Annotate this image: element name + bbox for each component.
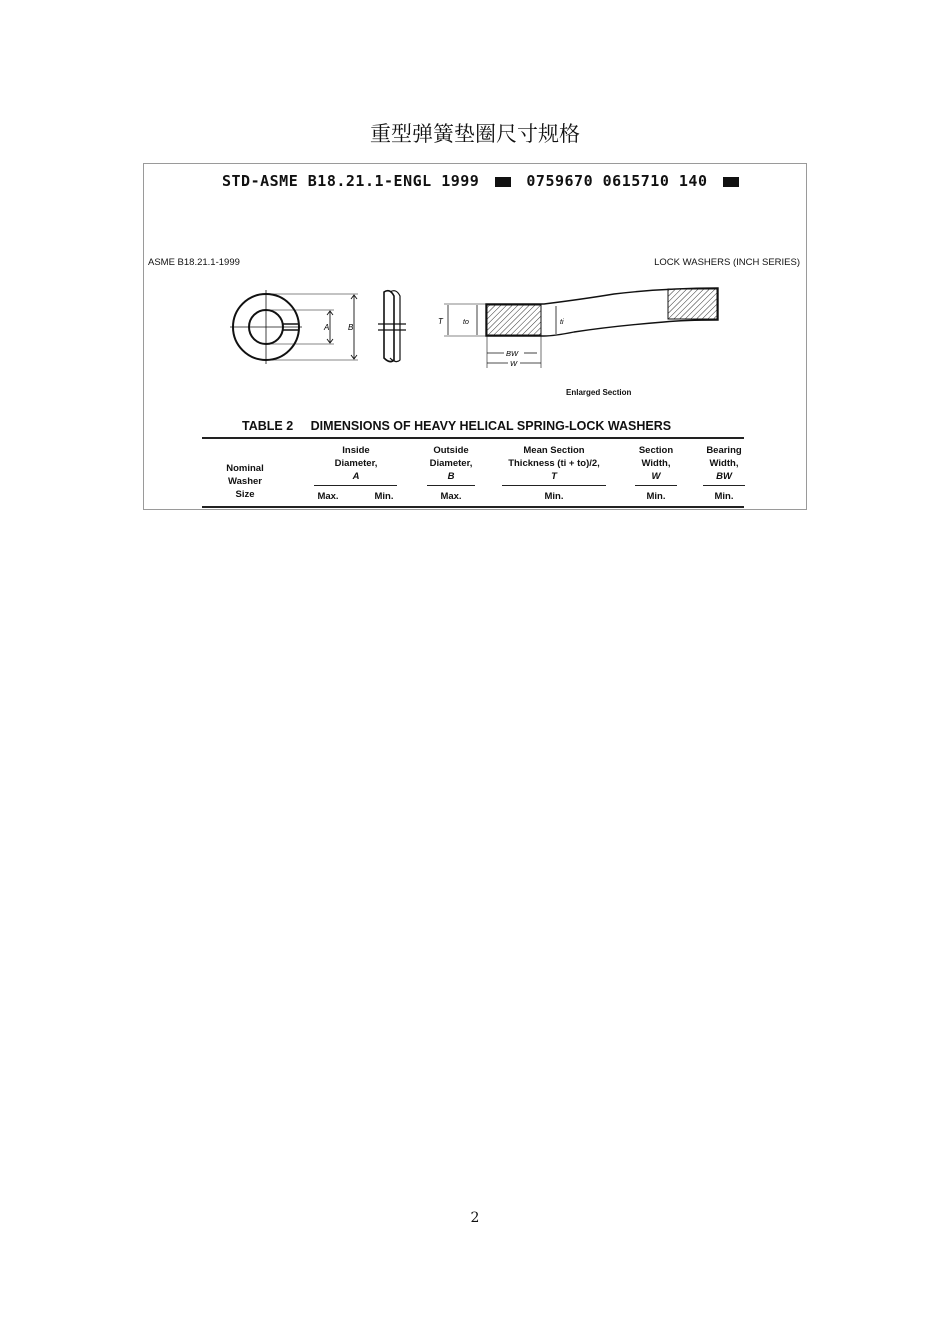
table-caption: DIMENSIONS OF HEAVY HELICAL SPRING-LOCK WASHERS [310, 419, 672, 433]
washer-side-view [378, 291, 406, 362]
col-bearing-min: Min. [714, 491, 734, 502]
table-top-rule [202, 437, 744, 439]
col-inside-rule [314, 485, 397, 486]
dimension-label-w: W [510, 359, 518, 368]
standard-series: LOCK WASHERS (INCH SERIES) [654, 257, 800, 268]
dimension-label-t: T [438, 317, 443, 326]
dimension-label-ti: ti [560, 319, 564, 326]
col-section-rule [635, 485, 677, 486]
col-outside-max: Max. [440, 491, 462, 502]
header-code: 0759670 0615710 140 [526, 172, 708, 190]
table-header-bottom-rule [202, 506, 744, 508]
dimension-label-to: to [463, 319, 469, 326]
col-bearing-rule [703, 485, 745, 486]
col-bearing-header: Bearing Width, BW [706, 445, 742, 482]
enlarged-section [438, 288, 718, 368]
table-title [242, 419, 671, 433]
page-title: 重型弹簧垫圈尺寸规格 [370, 122, 580, 146]
header-designation: STD-ASME B18.21.1-ENGL 1999 [222, 172, 480, 190]
col-outside-header: Outside Diameter, B [429, 445, 473, 482]
dimension-label-b: B [348, 323, 354, 332]
washer-front-view [230, 290, 358, 364]
standard-number: ASME B18.21.1-1999 [148, 257, 240, 268]
scanned-standard-excerpt [143, 163, 807, 510]
page-number: 2 [470, 1210, 480, 1226]
col-mean-header: Mean Section Thickness (ti + to)/2, T [508, 445, 600, 482]
col-section-min: Min. [646, 491, 666, 502]
col-mean-min: Min. [544, 491, 564, 502]
col-section-header: Section Width, W [638, 445, 674, 482]
dimension-label-bw: BW [506, 349, 519, 358]
col-nominal-header: Nominal Washer Size [226, 463, 264, 500]
col-inside-header: Inside Diameter, A [334, 445, 378, 482]
col-mean-rule [502, 485, 606, 486]
table-number: TABLE 2 [242, 419, 294, 433]
col-inside-max: Max. [317, 491, 339, 502]
figure-caption: Enlarged Section [566, 388, 632, 397]
col-inside-min: Min. [374, 491, 394, 502]
dimension-label-a: A [324, 323, 330, 332]
col-outside-rule [427, 485, 475, 486]
